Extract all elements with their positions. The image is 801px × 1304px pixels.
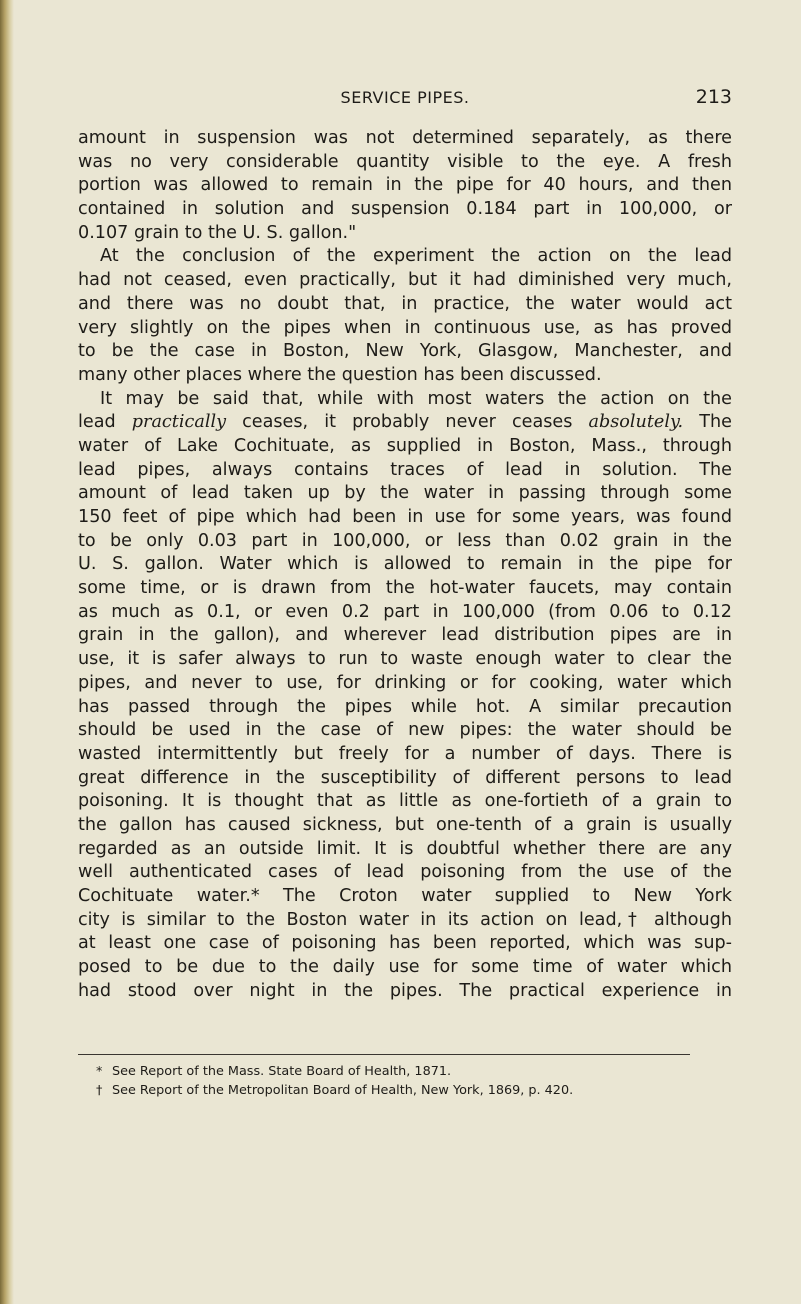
running-head: SERVICE PIPES.: [340, 88, 470, 107]
text-line: U. S. gallon. Water which is allowed to remain in the pipe for: [78, 554, 732, 575]
footnote-item: [96, 1062, 736, 1081]
text-line: 0.107 grain to the U. S. gallon.": [78, 222, 357, 243]
text-run: ceases, it probably never ceases: [226, 412, 589, 433]
page-header: [78, 86, 732, 116]
text-line: has passed through the pipes while hot. A similar precaution: [78, 696, 732, 717]
text-line: use, it is safer always to run to waste enough water to clear the: [78, 649, 732, 670]
italic-absolutely: absolutely.: [588, 412, 684, 433]
text-line: some time, or is drawn from the hot-water faucets, may contain: [78, 578, 732, 599]
text-line-italic: [78, 411, 732, 435]
text-line: pipes, and never to use, for drinking or for cooking, water which: [78, 672, 732, 693]
text-line: was no very considerable quantity visible to the eye. A fresh: [78, 151, 732, 172]
text-line: amount of lead taken up by the water in passing through some: [78, 483, 732, 504]
text-line: to be only 0.03 part in 100,000, or less than 0.02 grain in the: [78, 530, 732, 551]
text-line: portion was allowed to remain in the pipe for 40 hours, and then: [78, 175, 732, 196]
text-line: water of Lake Cochituate, as supplied in Boston, Mass., through: [78, 435, 732, 456]
text-line: had not ceased, even practically, but it had diminished very much,: [78, 270, 732, 291]
text-line: regarded as an outside limit. It is doubtful whether there are any: [78, 838, 732, 859]
text-line: well authenticated cases of lead poisoning from the use of the: [78, 862, 732, 883]
text-line: lead pipes, always contains traces of lead in solution. The: [78, 459, 732, 480]
text-line: grain in the gallon), and wherever lead distribution pipes are in: [78, 625, 732, 646]
text-line: as much as 0.1, or even 0.2 part in 100,000 (from 0.06 to 0.12: [78, 601, 732, 622]
text-line: city is similar to the Boston water in its action on lead,† although: [78, 909, 732, 930]
italic-practically: practically: [131, 412, 227, 433]
footnotes: [96, 1062, 736, 1100]
paragraph-start: At the conclusion of the experiment the action on the lead: [100, 246, 732, 267]
text-line: contained in solution and suspension 0.184 part in 100,000, or: [78, 199, 732, 220]
page-number: 213: [695, 86, 732, 108]
text-line: and there was no doubt that, in practice, the water would act: [78, 293, 732, 314]
footnote-text: See Report of the Mass. State Board of Health, 1871.: [112, 1064, 452, 1079]
text-line: the gallon has caused sickness, but one-tenth of a grain is usually: [78, 814, 732, 835]
text-run: lead: [78, 412, 132, 433]
text-line: to be the case in Boston, New York, Glasgow, Manchester, and: [78, 341, 732, 362]
text-line: at least one case of poisoning has been reported, which was sup-: [78, 933, 732, 954]
footnote-text: See Report of the Metropolitan Board of Health, New York, 1869, p. 420.: [112, 1083, 574, 1098]
text-line: Cochituate water.* The Croton water supplied to New York: [78, 886, 732, 906]
footnote-item: [96, 1081, 736, 1100]
text-line: posed to be due to the daily use for some time of water which: [78, 957, 732, 978]
body-text: [78, 127, 732, 1003]
footnote-mark: *: [96, 1064, 103, 1079]
text-line: amount in suspension was not determined separately, as there: [78, 128, 732, 148]
text-line: great difference in the susceptibility of different persons to lead: [78, 767, 732, 788]
text-line: many other places where the question has been discussed.: [78, 364, 602, 385]
footnote-mark: †: [96, 1083, 103, 1098]
footnote-divider: [78, 1054, 690, 1055]
text-line: poisoning. It is thought that as little as one-fortieth of a grain to: [78, 791, 732, 812]
text-line: had stood over night in the pipes. The practical experience in: [78, 980, 732, 1001]
text-line: should be used in the case of new pipes: the water should be: [78, 720, 732, 741]
text-line: wasted intermittently but freely for a number of days. There is: [78, 743, 732, 764]
paragraph-start: It may be said that, while with most waters the action on the: [100, 388, 732, 409]
text-run: The: [683, 412, 732, 433]
text-line: 150 feet of pipe which had been in use for some years, was found: [78, 507, 732, 527]
text-line: very slightly on the pipes when in continuous use, as has proved: [78, 317, 732, 338]
